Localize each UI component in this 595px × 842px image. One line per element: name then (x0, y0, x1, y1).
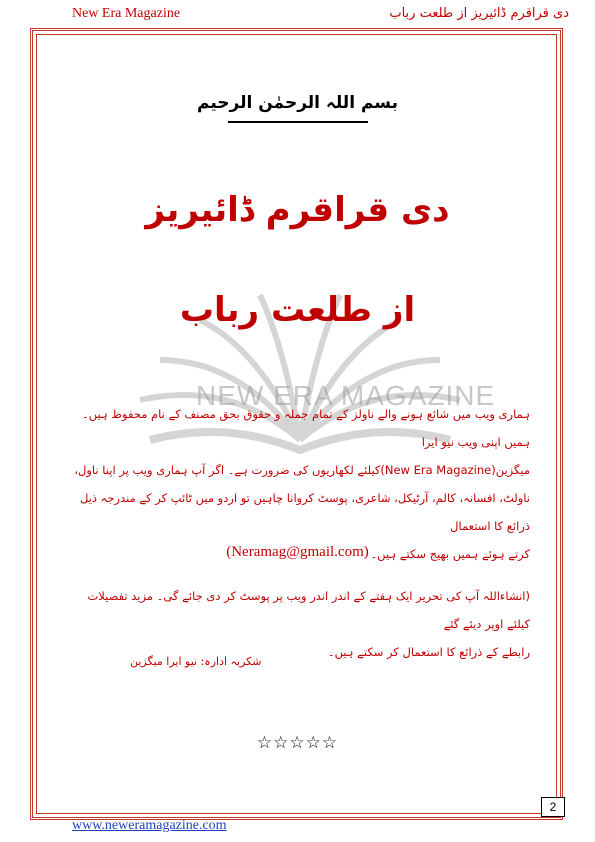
book-title: دی قراقرم ڈائیریز (145, 190, 450, 230)
book-title-header: دی قراقرم ڈائیریز از طلعت رباب (389, 6, 569, 21)
book-author: از طلعت رباب (179, 290, 416, 330)
thanks-note: شکریہ ادارہ: نیو ایرا میگزین (130, 655, 262, 668)
post-info-paragraph (70, 582, 530, 666)
notice-line: ناولٹ، افسانہ، کالم، آرٹیکل، شاعری، پوسٹ کروانا چاہیں تو اردو میں ٹائپ کر کے مندرجہ ذیل ذرائع کا استعمال (80, 491, 530, 533)
bismillah-heading: بسم اللہ الرحمٰن الرحیم (197, 93, 398, 113)
star-divider: ☆☆☆☆☆ (256, 733, 339, 753)
post-info-line: (انشاءاللہ آپ کی تحریر ایک ہفتے کے اندر اندر ویب پر پوسٹ کر دی جائے گی۔ مزید تفصیلات کیلئے اوپر دیئے گئے (87, 589, 530, 631)
contact-email[interactable]: (Neramag@gmail.com) (226, 544, 369, 560)
website-link[interactable]: www.neweramagazine.com (72, 818, 227, 833)
post-info-line: رابطے کے ذرائع کا استعمال کر سکتے ہیں۔ (327, 645, 530, 659)
page-number: 2 (541, 797, 565, 817)
notice-line: کرتے ہوئے ہمیں بھیج سکتے ہیں۔ (370, 547, 530, 561)
watermark-text: NEW ERA MAGAZINE (196, 380, 496, 411)
magazine-name-header: New Era Magazine (72, 6, 181, 21)
bismillah-underline (228, 121, 368, 123)
notice-paragraph (70, 400, 530, 568)
notice-line: ہماری ویب میں شائع ہونے والے ناولز کے تمام جملہ و حقوق بحق مصنف کے نام محفوظ ہیں۔ ہمیں اپنی ویب نیو ایرا (82, 407, 530, 449)
notice-line: میگزین(New Era Magazine)کیلئے لکھاریوں کی ضرورت ہے۔ اگر آپ ہماری ویب پر اپنا ناول، (74, 463, 530, 477)
